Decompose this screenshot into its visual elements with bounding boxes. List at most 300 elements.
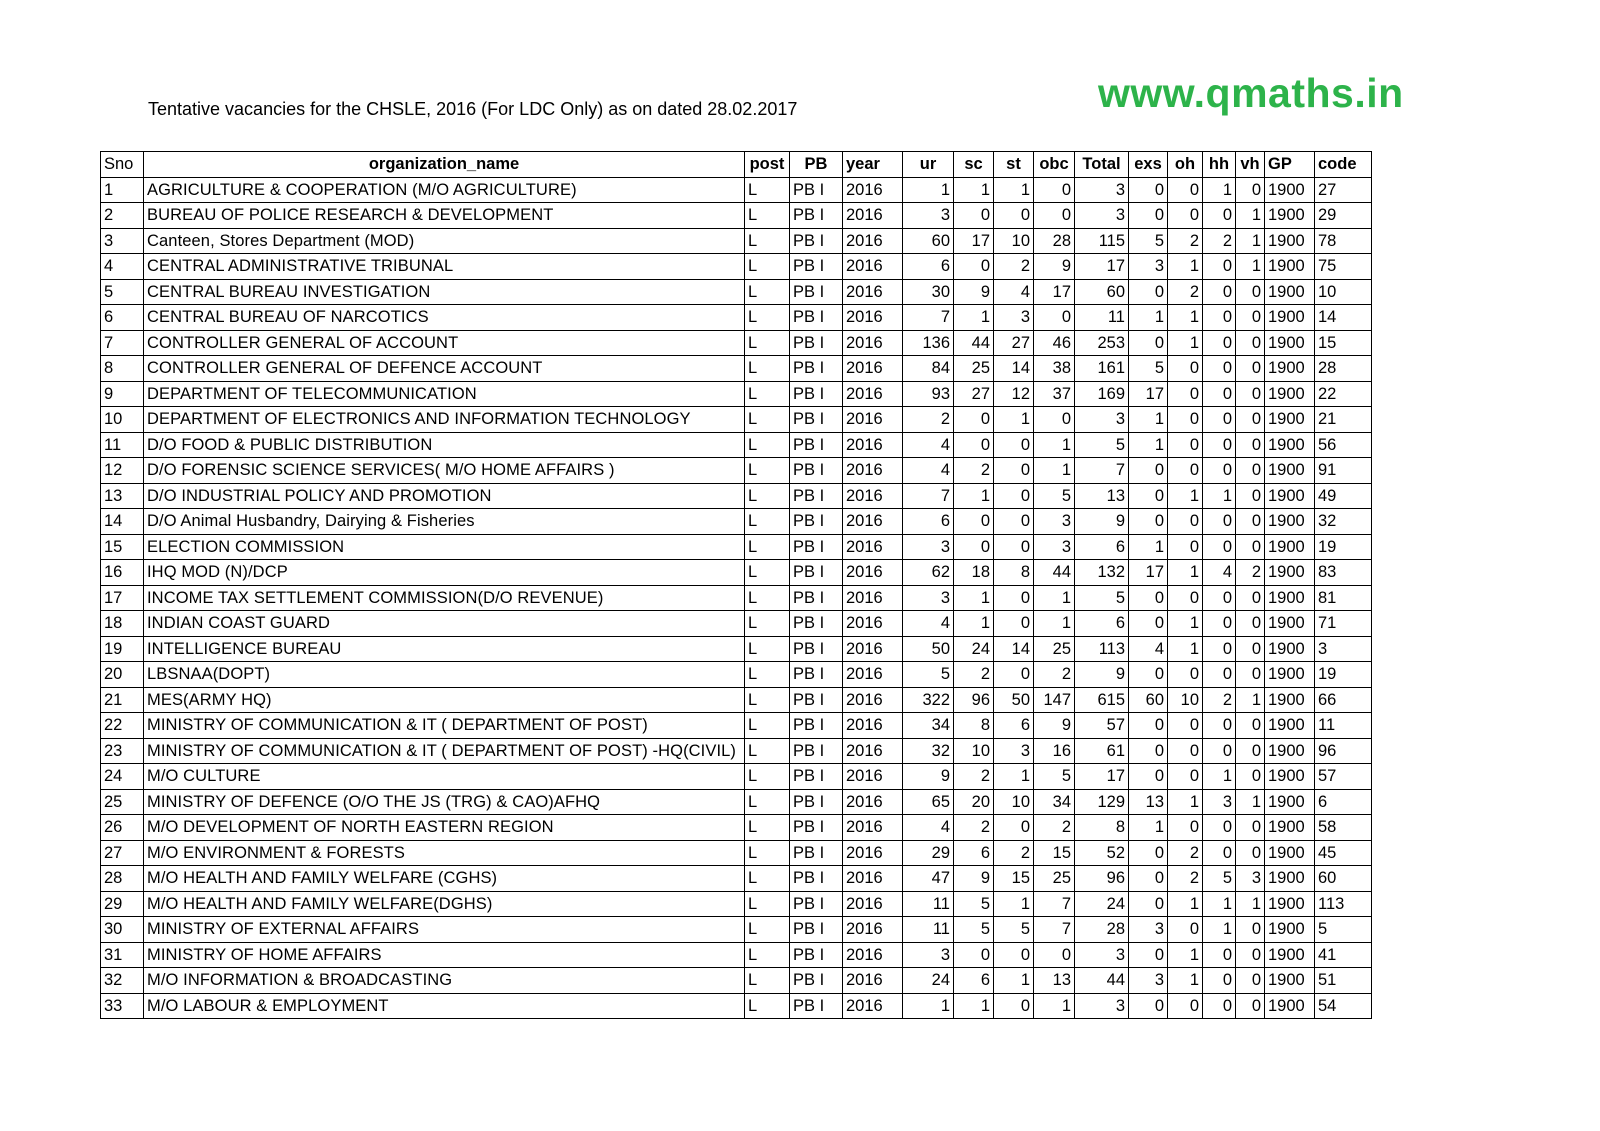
cell-code: 21 [1315,407,1372,433]
cell-oh: 0 [1168,713,1203,739]
cell-total: 13 [1075,483,1129,509]
cell-st: 6 [994,713,1034,739]
cell-year: 2016 [843,764,903,790]
cell-year: 2016 [843,330,903,356]
cell-pb: PB I [790,866,843,892]
cell-code: 11 [1315,713,1372,739]
table-row [101,789,1372,815]
cell-total: 3 [1075,407,1129,433]
cell-sc: 6 [954,840,994,866]
cell-org: BUREAU OF POLICE RESEARCH & DEVELOPMENT [144,203,745,229]
cell-total: 615 [1075,687,1129,713]
cell-oh: 1 [1168,305,1203,331]
cell-oh: 0 [1168,458,1203,484]
cell-ur: 93 [903,381,954,407]
cell-sno: 2 [101,203,144,229]
cell-sc: 5 [954,891,994,917]
cell-pb: PB I [790,611,843,637]
cell-vh: 0 [1236,662,1265,688]
cell-exs: 1 [1129,432,1168,458]
cell-ur: 6 [903,509,954,535]
cell-code: 54 [1315,993,1372,1019]
cell-post: L [745,305,790,331]
column-header-gp: GP [1265,152,1315,178]
cell-obc: 0 [1034,177,1075,203]
column-header-vh: vh [1236,152,1265,178]
table-header [101,152,1372,178]
cell-sno: 23 [101,738,144,764]
cell-sno: 16 [101,560,144,586]
cell-vh: 0 [1236,509,1265,535]
cell-year: 2016 [843,942,903,968]
table-row [101,432,1372,458]
cell-exs: 0 [1129,764,1168,790]
cell-org: M/O HEALTH AND FAMILY WELFARE(DGHS) [144,891,745,917]
cell-st: 0 [994,432,1034,458]
cell-oh: 0 [1168,509,1203,535]
cell-gp: 1900 [1265,279,1315,305]
cell-sno: 32 [101,968,144,994]
cell-pb: PB I [790,509,843,535]
cell-code: 58 [1315,815,1372,841]
cell-sc: 0 [954,942,994,968]
cell-hh: 0 [1203,738,1236,764]
cell-pb: PB I [790,764,843,790]
cell-obc: 5 [1034,764,1075,790]
cell-post: L [745,968,790,994]
cell-oh: 1 [1168,968,1203,994]
cell-sno: 14 [101,509,144,535]
cell-sno: 17 [101,585,144,611]
cell-gp: 1900 [1265,534,1315,560]
cell-total: 129 [1075,789,1129,815]
cell-pb: PB I [790,917,843,943]
cell-total: 3 [1075,942,1129,968]
column-header-sno: Sno [101,152,144,178]
cell-code: 41 [1315,942,1372,968]
cell-year: 2016 [843,687,903,713]
table-row [101,407,1372,433]
cell-vh: 0 [1236,917,1265,943]
cell-total: 17 [1075,254,1129,280]
cell-obc: 7 [1034,917,1075,943]
cell-st: 0 [994,815,1034,841]
cell-oh: 1 [1168,789,1203,815]
cell-year: 2016 [843,866,903,892]
cell-obc: 25 [1034,866,1075,892]
cell-code: 78 [1315,228,1372,254]
cell-obc: 0 [1034,203,1075,229]
cell-pb: PB I [790,483,843,509]
cell-org: DEPARTMENT OF ELECTRONICS AND INFORMATION TECHNOLOGY [144,407,745,433]
cell-total: 5 [1075,585,1129,611]
cell-ur: 3 [903,534,954,560]
cell-obc: 34 [1034,789,1075,815]
cell-org: CENTRAL ADMINISTRATIVE TRIBUNAL [144,254,745,280]
cell-oh: 0 [1168,381,1203,407]
column-header-pb: PB [790,152,843,178]
cell-sno: 15 [101,534,144,560]
column-header-ur: ur [903,152,954,178]
cell-hh: 0 [1203,840,1236,866]
cell-code: 49 [1315,483,1372,509]
cell-year: 2016 [843,483,903,509]
cell-sno: 33 [101,993,144,1019]
cell-vh: 0 [1236,305,1265,331]
cell-code: 6 [1315,789,1372,815]
cell-org: MES(ARMY HQ) [144,687,745,713]
table-row [101,968,1372,994]
cell-st: 0 [994,942,1034,968]
cell-year: 2016 [843,509,903,535]
cell-exs: 1 [1129,534,1168,560]
cell-ur: 1 [903,177,954,203]
cell-post: L [745,458,790,484]
table-row [101,177,1372,203]
table-row [101,713,1372,739]
cell-org: CONTROLLER GENERAL OF DEFENCE ACCOUNT [144,356,745,382]
cell-vh: 0 [1236,534,1265,560]
table-row [101,509,1372,535]
cell-org: MINISTRY OF COMMUNICATION & IT ( DEPARTMENT OF POST) -HQ(CIVIL) [144,738,745,764]
cell-sc: 0 [954,432,994,458]
table-row [101,611,1372,637]
cell-org: D/O FOOD & PUBLIC DISTRIBUTION [144,432,745,458]
cell-exs: 17 [1129,560,1168,586]
cell-code: 19 [1315,534,1372,560]
cell-org: ELECTION COMMISSION [144,534,745,560]
cell-post: L [745,483,790,509]
table-row [101,815,1372,841]
cell-exs: 0 [1129,713,1168,739]
cell-sno: 1 [101,177,144,203]
cell-vh: 1 [1236,203,1265,229]
cell-vh: 0 [1236,611,1265,637]
cell-gp: 1900 [1265,687,1315,713]
cell-pb: PB I [790,713,843,739]
table-row [101,534,1372,560]
table-row [101,381,1372,407]
cell-year: 2016 [843,534,903,560]
cell-org: MINISTRY OF COMMUNICATION & IT ( DEPARTMENT OF POST) [144,713,745,739]
cell-pb: PB I [790,203,843,229]
cell-exs: 0 [1129,509,1168,535]
cell-vh: 0 [1236,713,1265,739]
cell-org: CENTRAL BUREAU INVESTIGATION [144,279,745,305]
cell-obc: 7 [1034,891,1075,917]
cell-total: 52 [1075,840,1129,866]
cell-vh: 0 [1236,279,1265,305]
cell-st: 0 [994,662,1034,688]
cell-gp: 1900 [1265,585,1315,611]
cell-hh: 0 [1203,203,1236,229]
cell-exs: 0 [1129,611,1168,637]
cell-ur: 4 [903,458,954,484]
cell-post: L [745,738,790,764]
column-header-st: st [994,152,1034,178]
cell-obc: 44 [1034,560,1075,586]
cell-hh: 0 [1203,432,1236,458]
cell-org: IHQ MOD (N)/DCP [144,560,745,586]
cell-post: L [745,866,790,892]
cell-code: 91 [1315,458,1372,484]
cell-pb: PB I [790,458,843,484]
cell-post: L [745,917,790,943]
cell-sno: 24 [101,764,144,790]
table-row [101,738,1372,764]
table-row [101,330,1372,356]
column-header-organization-name: organization_name [144,152,745,178]
cell-year: 2016 [843,636,903,662]
cell-gp: 1900 [1265,483,1315,509]
cell-code: 19 [1315,662,1372,688]
cell-org: INTELLIGENCE BUREAU [144,636,745,662]
cell-vh: 2 [1236,560,1265,586]
cell-code: 27 [1315,177,1372,203]
cell-st: 14 [994,636,1034,662]
cell-oh: 10 [1168,687,1203,713]
cell-exs: 1 [1129,407,1168,433]
cell-gp: 1900 [1265,330,1315,356]
cell-obc: 0 [1034,305,1075,331]
cell-sc: 25 [954,356,994,382]
cell-st: 3 [994,738,1034,764]
cell-gp: 1900 [1265,840,1315,866]
cell-post: L [745,764,790,790]
cell-exs: 5 [1129,228,1168,254]
cell-sc: 0 [954,203,994,229]
cell-year: 2016 [843,662,903,688]
cell-ur: 7 [903,305,954,331]
cell-oh: 1 [1168,611,1203,637]
cell-hh: 0 [1203,458,1236,484]
cell-ur: 4 [903,432,954,458]
cell-vh: 3 [1236,866,1265,892]
cell-sno: 9 [101,381,144,407]
table-row [101,891,1372,917]
cell-ur: 62 [903,560,954,586]
cell-post: L [745,509,790,535]
cell-post: L [745,815,790,841]
cell-ur: 65 [903,789,954,815]
cell-org: LBSNAA(DOPT) [144,662,745,688]
cell-post: L [745,228,790,254]
cell-pb: PB I [790,356,843,382]
cell-sno: 10 [101,407,144,433]
cell-oh: 1 [1168,560,1203,586]
cell-total: 132 [1075,560,1129,586]
cell-hh: 0 [1203,968,1236,994]
cell-hh: 0 [1203,636,1236,662]
cell-ur: 4 [903,611,954,637]
cell-oh: 0 [1168,764,1203,790]
cell-ur: 7 [903,483,954,509]
table-row [101,636,1372,662]
cell-st: 4 [994,279,1034,305]
cell-gp: 1900 [1265,458,1315,484]
table-body [101,177,1372,1019]
cell-code: 71 [1315,611,1372,637]
cell-pb: PB I [790,891,843,917]
cell-org: M/O INFORMATION & BROADCASTING [144,968,745,994]
cell-hh: 0 [1203,585,1236,611]
cell-total: 17 [1075,764,1129,790]
cell-code: 10 [1315,279,1372,305]
cell-sc: 0 [954,534,994,560]
cell-hh: 0 [1203,509,1236,535]
cell-sno: 5 [101,279,144,305]
cell-ur: 6 [903,254,954,280]
cell-sc: 0 [954,254,994,280]
cell-total: 8 [1075,815,1129,841]
cell-vh: 0 [1236,993,1265,1019]
cell-oh: 2 [1168,279,1203,305]
cell-sc: 2 [954,815,994,841]
cell-gp: 1900 [1265,228,1315,254]
cell-exs: 0 [1129,993,1168,1019]
cell-code: 66 [1315,687,1372,713]
cell-sno: 13 [101,483,144,509]
cell-pb: PB I [790,381,843,407]
cell-code: 15 [1315,330,1372,356]
cell-hh: 0 [1203,942,1236,968]
cell-obc: 37 [1034,381,1075,407]
cell-post: L [745,177,790,203]
cell-vh: 0 [1236,840,1265,866]
cell-gp: 1900 [1265,356,1315,382]
cell-org: DEPARTMENT OF TELECOMMUNICATION [144,381,745,407]
cell-pb: PB I [790,330,843,356]
cell-st: 1 [994,407,1034,433]
cell-exs: 0 [1129,483,1168,509]
cell-hh: 0 [1203,993,1236,1019]
cell-vh: 1 [1236,228,1265,254]
cell-sc: 24 [954,636,994,662]
cell-ur: 3 [903,203,954,229]
cell-code: 56 [1315,432,1372,458]
cell-hh: 1 [1203,917,1236,943]
cell-gp: 1900 [1265,968,1315,994]
cell-hh: 1 [1203,764,1236,790]
cell-total: 115 [1075,228,1129,254]
cell-gp: 1900 [1265,611,1315,637]
cell-st: 8 [994,560,1034,586]
cell-sno: 29 [101,891,144,917]
cell-exs: 1 [1129,815,1168,841]
cell-st: 2 [994,254,1034,280]
cell-year: 2016 [843,993,903,1019]
cell-pb: PB I [790,279,843,305]
cell-sno: 30 [101,917,144,943]
cell-sno: 28 [101,866,144,892]
cell-vh: 0 [1236,356,1265,382]
cell-vh: 0 [1236,483,1265,509]
table-row [101,917,1372,943]
cell-code: 28 [1315,356,1372,382]
cell-code: 22 [1315,381,1372,407]
table-row [101,764,1372,790]
cell-hh: 1 [1203,891,1236,917]
cell-ur: 4 [903,815,954,841]
table-row [101,585,1372,611]
cell-exs: 0 [1129,942,1168,968]
cell-gp: 1900 [1265,713,1315,739]
cell-exs: 0 [1129,585,1168,611]
cell-sc: 2 [954,764,994,790]
website-watermark: www.qmaths.in [1098,70,1404,116]
cell-obc: 1 [1034,585,1075,611]
cell-gp: 1900 [1265,305,1315,331]
cell-total: 44 [1075,968,1129,994]
cell-gp: 1900 [1265,891,1315,917]
cell-sno: 3 [101,228,144,254]
cell-sc: 0 [954,407,994,433]
cell-obc: 2 [1034,662,1075,688]
cell-sc: 2 [954,662,994,688]
cell-hh: 0 [1203,611,1236,637]
cell-org: INDIAN COAST GUARD [144,611,745,637]
cell-gp: 1900 [1265,177,1315,203]
cell-code: 83 [1315,560,1372,586]
cell-exs: 5 [1129,356,1168,382]
cell-pb: PB I [790,407,843,433]
cell-gp: 1900 [1265,764,1315,790]
cell-oh: 0 [1168,177,1203,203]
cell-sc: 5 [954,917,994,943]
column-header-obc: obc [1034,152,1075,178]
cell-total: 5 [1075,432,1129,458]
cell-total: 6 [1075,611,1129,637]
cell-total: 61 [1075,738,1129,764]
cell-obc: 9 [1034,254,1075,280]
cell-obc: 38 [1034,356,1075,382]
cell-exs: 3 [1129,968,1168,994]
cell-ur: 322 [903,687,954,713]
cell-gp: 1900 [1265,789,1315,815]
cell-hh: 2 [1203,687,1236,713]
cell-year: 2016 [843,381,903,407]
cell-code: 60 [1315,866,1372,892]
cell-obc: 25 [1034,636,1075,662]
cell-year: 2016 [843,968,903,994]
cell-org: M/O DEVELOPMENT OF NORTH EASTERN REGION [144,815,745,841]
cell-exs: 0 [1129,840,1168,866]
cell-oh: 0 [1168,432,1203,458]
cell-year: 2016 [843,305,903,331]
cell-oh: 0 [1168,407,1203,433]
cell-st: 0 [994,585,1034,611]
cell-st: 0 [994,534,1034,560]
cell-oh: 2 [1168,866,1203,892]
column-header-sc: sc [954,152,994,178]
cell-pb: PB I [790,636,843,662]
cell-year: 2016 [843,432,903,458]
cell-oh: 1 [1168,330,1203,356]
cell-exs: 3 [1129,254,1168,280]
table-row [101,458,1372,484]
cell-year: 2016 [843,815,903,841]
cell-org: Canteen, Stores Department (MOD) [144,228,745,254]
cell-obc: 17 [1034,279,1075,305]
cell-post: L [745,687,790,713]
cell-org: AGRICULTURE & COOPERATION (M/O AGRICULTURE) [144,177,745,203]
cell-obc: 1 [1034,611,1075,637]
cell-sc: 1 [954,483,994,509]
table-row [101,662,1372,688]
cell-ur: 24 [903,968,954,994]
cell-sc: 18 [954,560,994,586]
cell-org: CONTROLLER GENERAL OF ACCOUNT [144,330,745,356]
